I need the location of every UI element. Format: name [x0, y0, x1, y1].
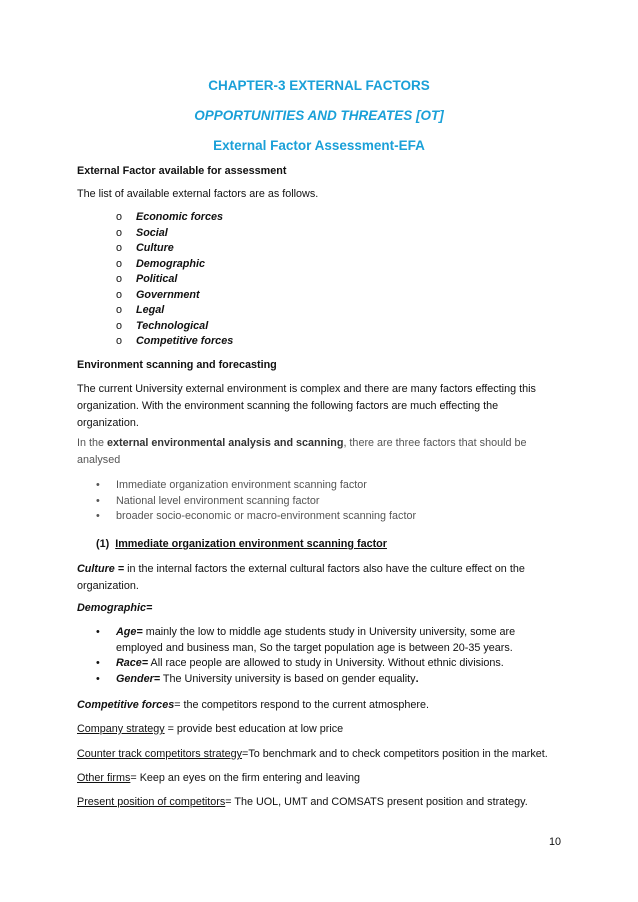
list-item: o Legal: [116, 304, 165, 316]
other-firms-line: Other firms= Keep an eyes on the firm entering and leaving: [77, 772, 360, 784]
demographic-label: Demographic=: [77, 602, 153, 614]
ot-heading: OPPORTUNITIES AND THREATES [OT]: [194, 108, 444, 123]
section-title-scanning: Environment scanning and forecasting: [77, 359, 277, 371]
list-item: o Culture: [116, 242, 174, 254]
section-title-assessment: External Factor available for assessment: [77, 165, 287, 177]
analysis-paragraph: In the external environmental analysis and scanning, there are three factors that should be analysed: [77, 437, 527, 466]
chapter-heading: CHAPTER-3 EXTERNAL FACTORS: [208, 78, 430, 93]
culture-paragraph: Culture = in the internal factors the external cultural factors also have the culture effect on the organization.: [77, 563, 525, 592]
list-item: o Competitive forces: [116, 335, 234, 347]
factors-intro: The list of available external factors are as follows.: [77, 188, 319, 200]
page-number: 10: [548, 836, 561, 848]
list-item: • broader socio-economic or macro-environment scanning factor: [96, 510, 417, 522]
list-item: o Demographic: [116, 257, 205, 270]
list-item: • Age= mainly the low to middle age students study in University university, some are employed and business man, So the target population age is between 20-35 years.: [96, 626, 516, 654]
list-item: • Immediate organization environment scanning factor: [96, 479, 367, 491]
list-item: o Economic forces: [116, 211, 224, 223]
list-item: • National level environment scanning factor: [96, 494, 320, 507]
competitive-forces-line: Competitive forces= the competitors respond to the current atmosphere.: [77, 699, 429, 711]
list-item: o Technological: [116, 319, 209, 332]
subsection-heading: (1) Immediate organization environment scanning factor: [96, 538, 387, 550]
demographic-list: [96, 625, 576, 687]
external-factors-list: [116, 210, 233, 350]
efa-heading: External Factor Assessment-EFA: [213, 138, 425, 153]
list-item: o Government: [116, 288, 200, 301]
counter-track-line: Counter track competitors strategy=To benchmark and to check competitors position in the market.: [77, 748, 548, 760]
company-strategy-line: Company strategy = provide best education at low price: [77, 723, 344, 735]
present-position-line: Present position of competitors= The UOL, UMT and COMSATS present position and strategy.: [77, 796, 528, 808]
list-item: o Social: [116, 226, 168, 239]
list-item: • Gender= The University university is based on gender equality.: [96, 672, 419, 685]
list-item: o Political: [116, 273, 178, 285]
scanning-paragraph: The current University external environment is complex and there are many factors effecting this organization. With the environment scanning the following factors are much effecting the organization.: [77, 383, 536, 429]
list-item: • Race= All race people are allowed to study in University. Without ethnic divisions.: [96, 657, 504, 669]
scanning-factors-list: [96, 478, 576, 525]
